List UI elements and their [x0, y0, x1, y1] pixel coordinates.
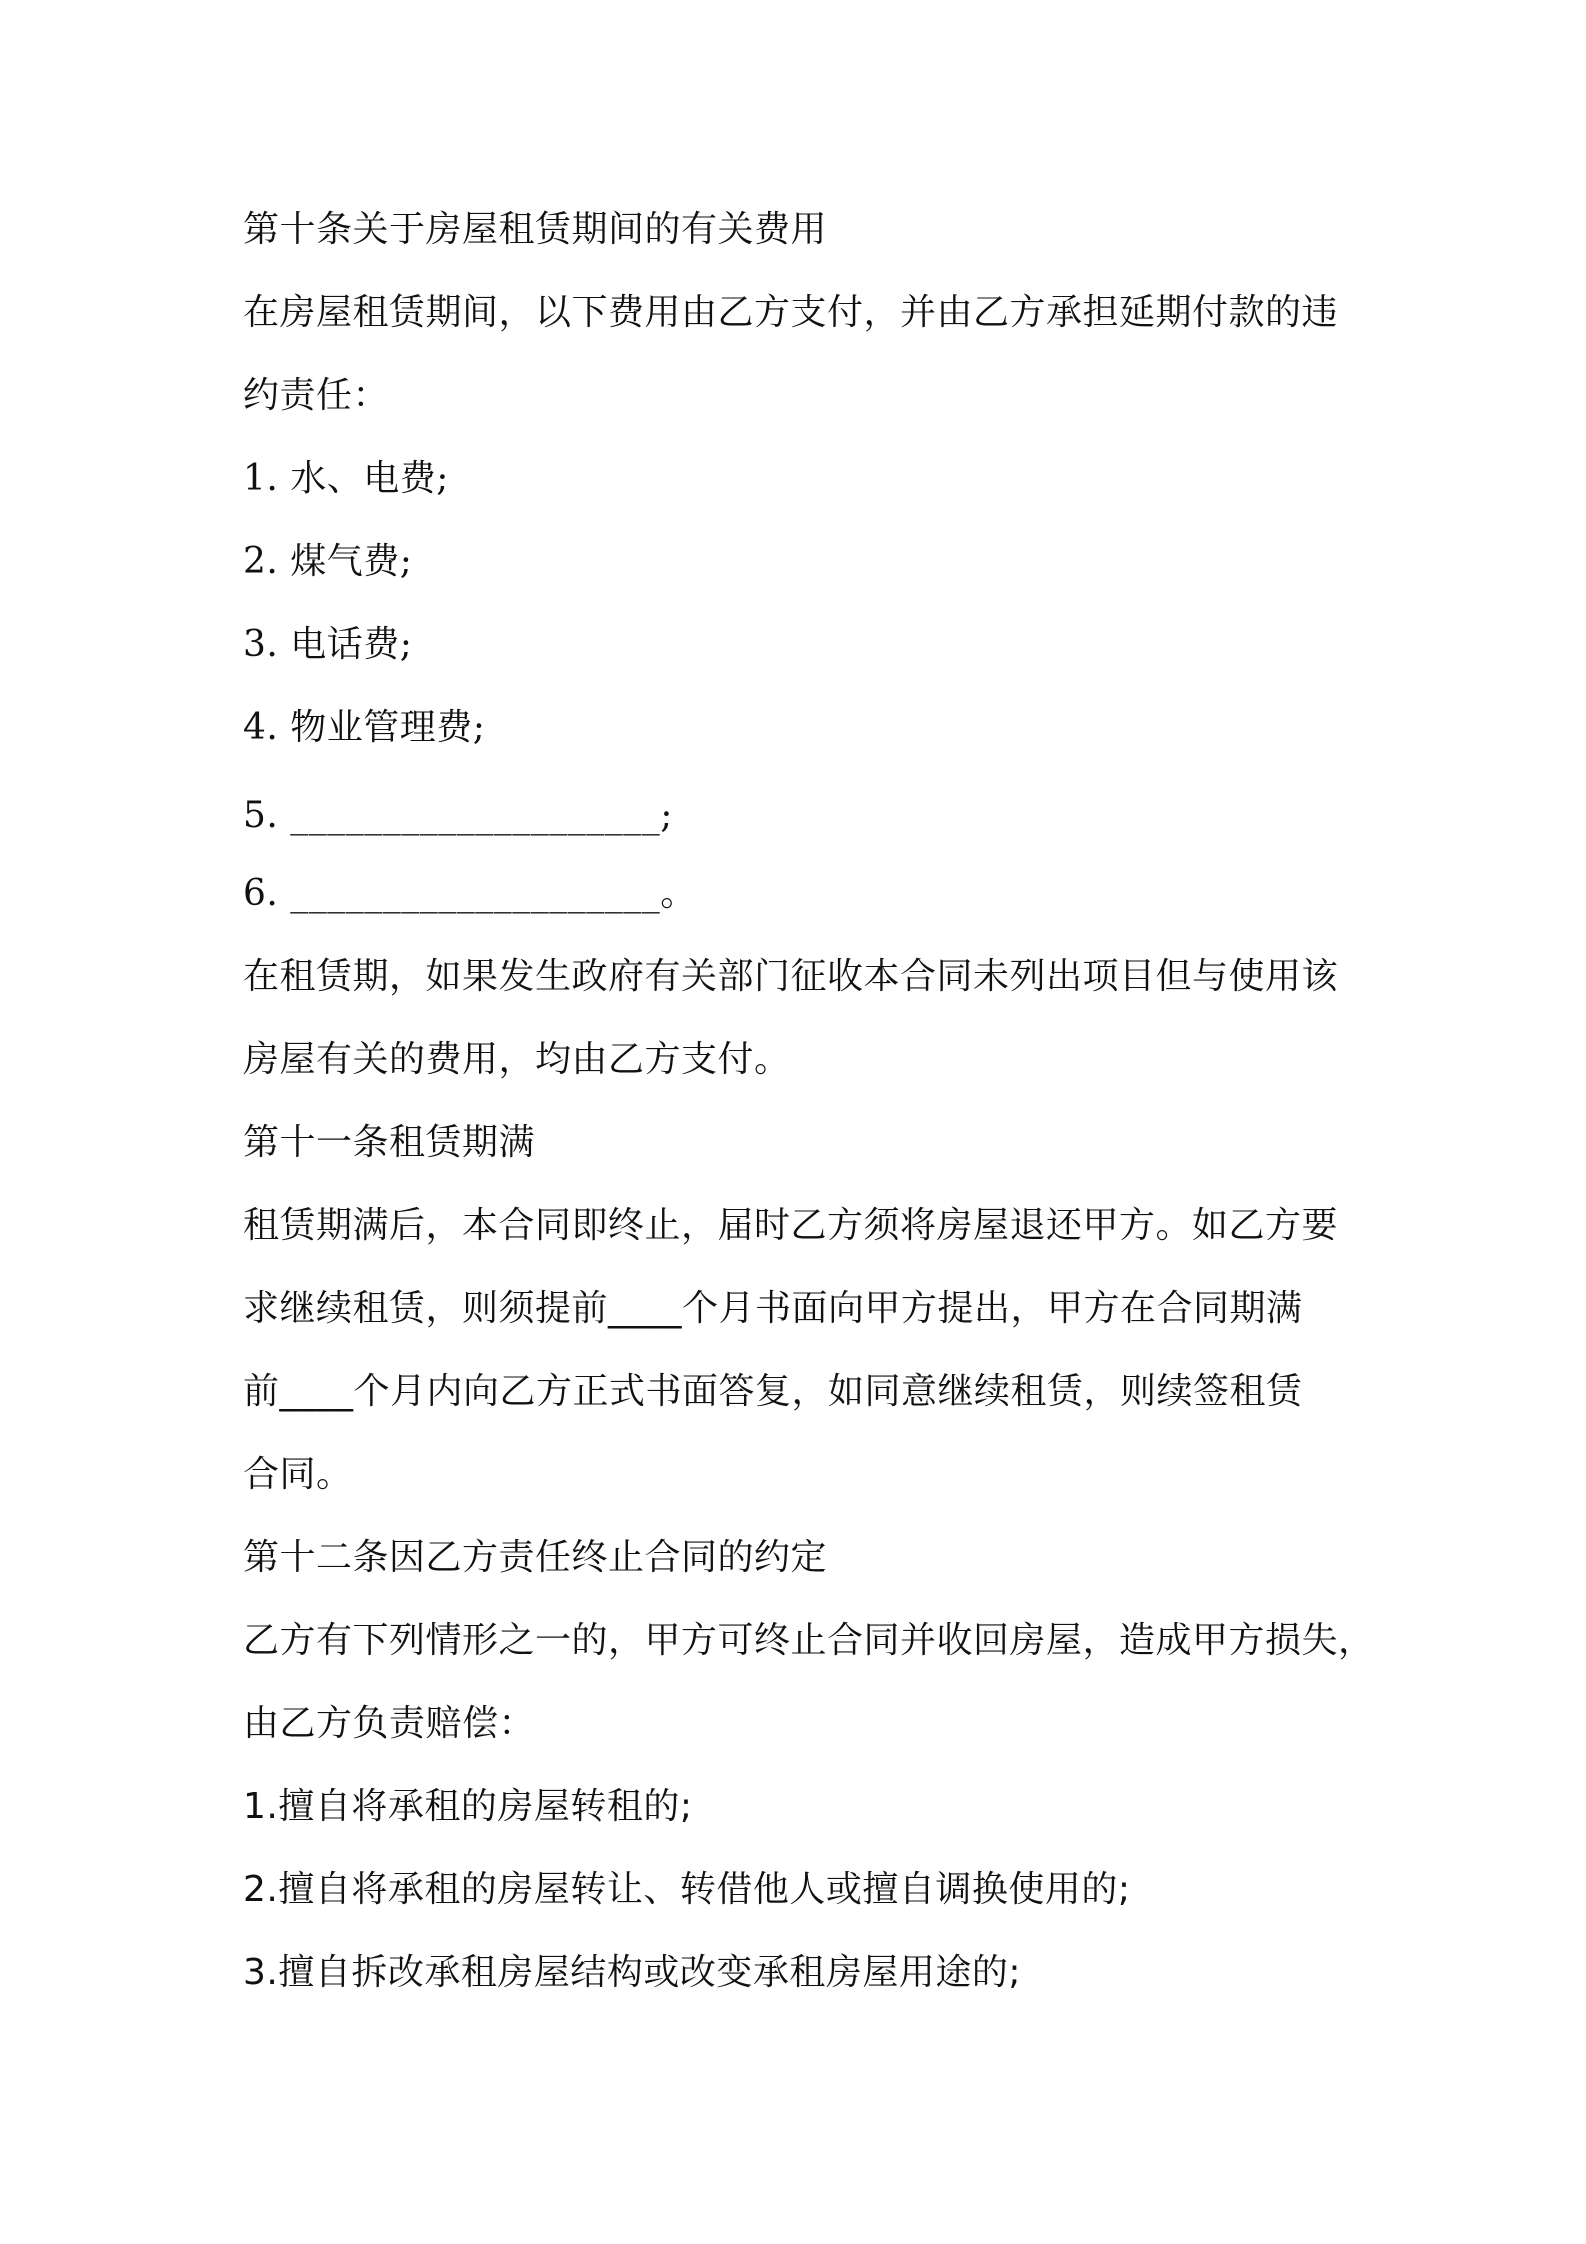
article-10-other-fees-line-2: 房屋有关的费用，均由乙方支付。 — [243, 1039, 791, 1080]
article-10-intro-line-2: 约责任： — [243, 375, 390, 416]
article-11-body-line-1: 租赁期满后，本合同即终止，届时乙方须将房屋退还甲方。如乙方要 — [243, 1205, 1339, 1246]
article-12-intro-line-1: 乙方有下列情形之一的，甲方可终止合同并收回房屋，造成甲方损失， — [243, 1620, 1375, 1661]
article-11-body-line-3: 前____个月内向乙方正式书面答复，如同意继续租赁，则续签租赁 — [243, 1371, 1303, 1412]
fee-item-2: 2. 煤气费; — [243, 541, 413, 582]
fee-item-3: 3. 电话费; — [243, 624, 413, 665]
article-12-heading: 第十二条因乙方责任终止合同的约定 — [243, 1537, 828, 1578]
fee-item-5-blank: 5. ____________________; — [243, 795, 673, 836]
article-11-body-line-4: 合同。 — [243, 1454, 353, 1495]
article-10-intro-line-1: 在房屋租赁期间，以下费用由乙方支付，并由乙方承担延期付款的违 — [243, 292, 1339, 333]
article-11-heading: 第十一条租赁期满 — [243, 1122, 536, 1163]
breach-item-3: 3.擅自拆改承租房屋结构或改变承租房屋用途的; — [243, 1952, 1021, 1993]
breach-item-2: 2.擅自将承租的房屋转让、转借他人或擅自调换使用的; — [243, 1869, 1131, 1910]
breach-item-1: 1.擅自将承租的房屋转租的; — [243, 1786, 693, 1827]
fee-item-6-blank: 6. ____________________。 — [243, 873, 697, 914]
article-10-other-fees-line-1: 在租赁期，如果发生政府有关部门征收本合同未列出项目但与使用该 — [243, 956, 1339, 997]
fee-item-1: 1. 水、电费; — [243, 458, 449, 499]
article-12-intro-line-2: 由乙方负责赔偿： — [243, 1703, 536, 1744]
article-10-heading: 第十条关于房屋租赁期间的有关费用 — [243, 209, 828, 250]
article-11-body-line-2: 求继续租赁，则须提前____个月书面向甲方提出，甲方在合同期满 — [243, 1288, 1303, 1329]
fee-item-4: 4. 物业管理费; — [243, 707, 486, 748]
